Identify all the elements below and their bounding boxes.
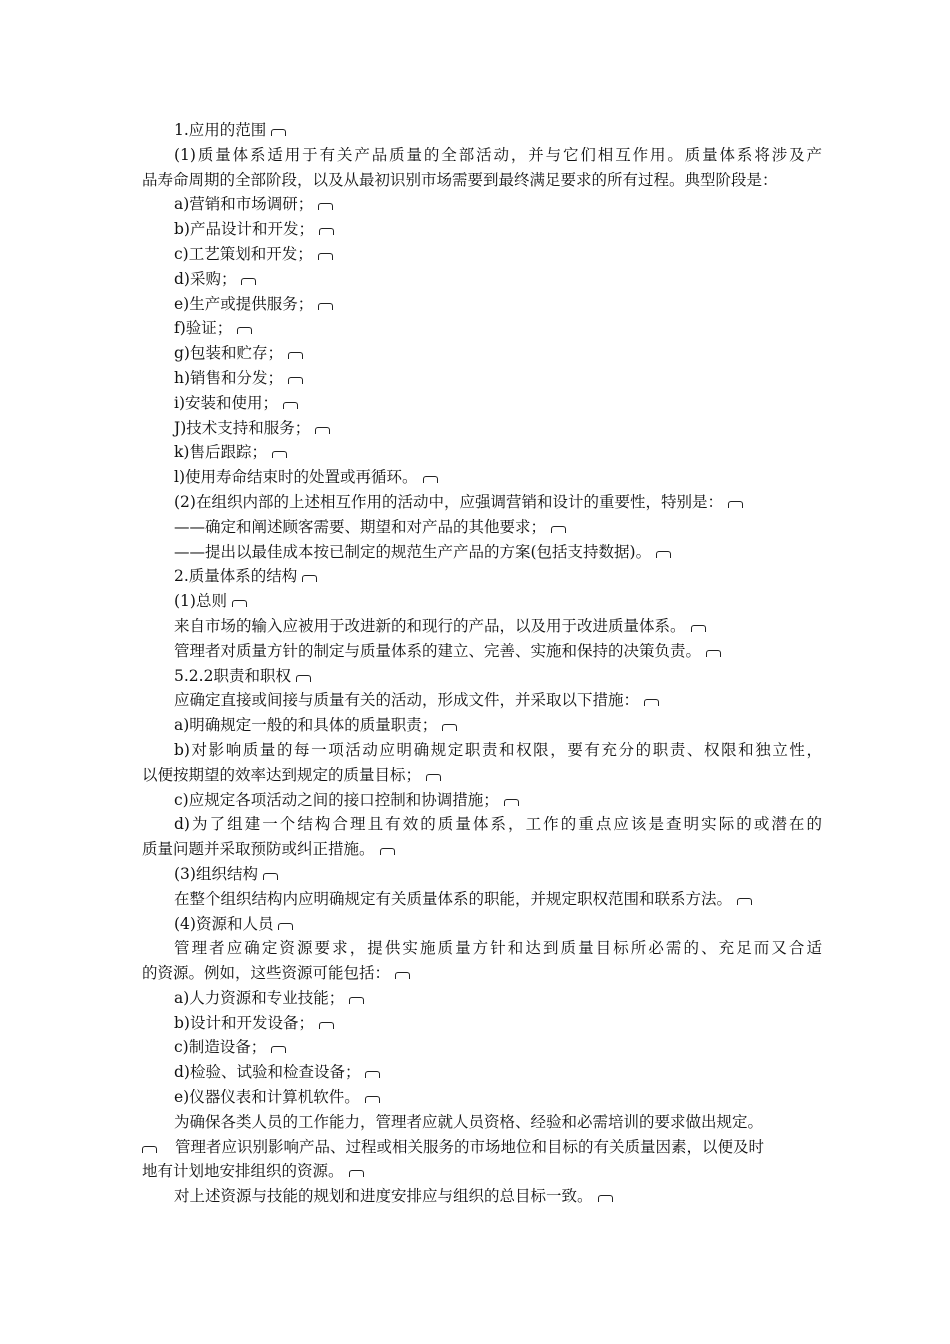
line-text: b)对影响质量的每一项活动应明确规定职责和权限，要有充分的职责、权限和独立性， [174,740,822,759]
line-text: 5.2.2职责和职权 [174,666,291,685]
line-text: 对上述资源与技能的规划和进度安排应与组织的总目标一致。 [174,1187,593,1206]
paragraph-mark-icon [271,129,286,136]
line-text: (1)质量体系适用于有关产品质量的全部活动，并与它们相互作用。质量体系将涉及产 [174,145,822,164]
line-text: 以便按期望的效率达到规定的质量目标； [142,765,422,784]
line-text: a)营销和市场调研； [174,195,314,214]
paragraph-mark-icon [296,675,311,682]
paragraph-mark-icon [315,427,330,434]
paragraph-mark-icon [237,327,252,334]
text-line [142,986,822,1011]
line-text: 地有计划地安排组织的资源。 [142,1162,344,1181]
line-text: k)售后跟踪； [174,443,267,462]
text-line [142,887,822,912]
line-text: d)检验、试验和检查设备； [174,1063,361,1082]
paragraph-mark-icon [278,923,293,930]
paragraph-mark-icon [319,1022,334,1029]
paragraph-mark-icon [349,1170,364,1177]
line-text: (4)资源和人员 [174,914,274,933]
text-line [142,589,822,614]
paragraph-mark-icon [241,278,256,285]
text-line [142,440,822,465]
line-text: 应确定直接或间接与质量有关的活动，形成文件，并采取以下措施： [174,691,640,710]
text-line [142,688,822,713]
line-text: ——确定和阐述顾客需要、期望和对产品的其他要求； [174,517,547,536]
text-line [142,862,822,887]
text-line [142,763,822,788]
text-line [142,316,822,341]
line-text: f)验证； [174,319,233,338]
line-text: g)包装和贮存； [174,344,283,363]
text-line [142,217,822,242]
paragraph-mark-icon [423,476,438,483]
paragraph-mark-icon [551,526,566,533]
line-text: i)安装和使用； [174,393,279,412]
line-text: 为确保各类人员的工作能力，管理者应就人员资格、经验和必需培训的要求做出规定。 [174,1112,764,1131]
text-line [142,564,822,589]
text-line [142,168,822,193]
line-text: c)工艺策划和开发； [174,244,313,263]
line-text: (1)总则 [174,592,227,611]
text-line [142,515,822,540]
line-text: J)技术支持和服务； [174,418,311,437]
line-text: 品寿命周期的全部阶段，以及从最初识别市场需要到最终满足要求的所有过程。典型阶段是： [142,170,778,189]
paragraph-mark-icon [426,774,441,781]
line-text: 的资源。例如，这些资源可能包括： [142,964,391,983]
text-line [142,391,822,416]
line-text: c)应规定各项活动之间的接口控制和协调措施； [174,790,499,809]
line-text: h)销售和分发； [174,368,284,387]
text-line [142,540,822,565]
line-text: ——提出以最佳成本按已制定的规范生产产品的方案(包括支持数据)。 [174,542,652,561]
text-line [142,118,822,143]
line-text: (2)在组织内部的上述相互作用的活动中，应强调营销和设计的重要性，特别是： [174,492,723,511]
text-line [142,292,822,317]
text-line [142,465,822,490]
text-line [142,812,822,837]
line-text: 在整个组织结构内应明确规定有关质量体系的职能，并规定职权范围和联系方法。 [174,889,733,908]
text-line [142,961,822,986]
text-line [142,713,822,738]
text-line [142,639,822,664]
paragraph-mark-icon [504,799,519,806]
paragraph-mark-icon [442,724,457,731]
paragraph-mark-icon [656,551,671,558]
paragraph-mark-icon [365,1071,380,1078]
text-line [142,1135,822,1160]
text-line [142,1110,822,1135]
paragraph-mark-icon [737,898,752,905]
text-line [142,1159,822,1184]
line-text: d)采购； [174,269,237,288]
text-line [142,614,822,639]
paragraph-mark-icon [365,1096,380,1103]
line-text: 管理者对质量方针的制定与质量体系的建立、完善、实施和保持的决策负责。 [174,641,702,660]
line-text: c)制造设备； [174,1038,267,1057]
line-text: 管理者应识别影响产品、过程或相关服务的市场地位和目标的有关质量因素，以便及时 [175,1137,765,1156]
text-line [142,664,822,689]
line-text: (3)组织结构 [174,864,258,883]
paragraph-mark-icon [263,873,278,880]
paragraph-mark-icon [644,699,659,706]
text-line [142,192,822,217]
paragraph-mark-icon [271,1046,286,1053]
paragraph-mark-icon [283,402,298,409]
paragraph-mark-icon [395,972,410,979]
line-text: e)生产或提供服务； [174,294,314,313]
text-line [142,1035,822,1060]
line-text: d)为了组建一个结构合理且有效的质量体系，工作的重点应该是查明实际的或潜在的 [174,815,822,834]
text-line [142,267,822,292]
paragraph-mark-icon [272,451,287,458]
document-body [142,118,822,1209]
text-line [142,936,822,961]
paragraph-mark-icon [318,303,333,310]
paragraph-mark-icon [288,377,303,384]
paragraph-mark-icon [318,203,333,210]
line-text: a)明确规定一般的和具体的质量职责； [174,716,438,735]
text-line [142,788,822,813]
line-text: 2.质量体系的结构 [174,567,298,586]
paragraph-mark-icon [349,997,364,1004]
paragraph-mark-icon [302,575,317,582]
paragraph-mark-icon [142,1146,157,1153]
line-text: a)人力资源和专业技能； [174,988,345,1007]
paragraph-mark-icon [598,1195,613,1202]
text-line [142,837,822,862]
line-text: 管理者应确定资源要求，提供实施质量方针和达到质量目标所必需的、充足而又合适 [174,939,822,958]
text-line [142,242,822,267]
text-line [142,416,822,441]
text-line [142,1184,822,1209]
text-line [142,738,822,763]
text-line [142,490,822,515]
line-text: e)仪器仪表和计算机软件。 [174,1088,360,1107]
text-line [142,1060,822,1085]
paragraph-mark-icon [691,625,706,632]
line-text: b)设计和开发设备； [174,1013,314,1032]
paragraph-mark-icon [319,228,334,235]
paragraph-mark-icon [232,600,247,607]
text-line [142,912,822,937]
text-line [142,1085,822,1110]
paragraph-mark-icon [728,501,743,508]
text-line [142,341,822,366]
line-text: 质量问题并采取预防或纠正措施。 [142,840,375,859]
text-line [142,143,822,168]
line-text: 1.应用的范围 [174,121,267,139]
paragraph-mark-icon [288,352,303,359]
line-text: 来自市场的输入应被用于改进新的和现行的产品，以及用于改进质量体系。 [174,616,686,635]
text-line [142,366,822,391]
paragraph-mark-icon [318,253,333,260]
paragraph-mark-icon [380,848,395,855]
line-text: l)使用寿命结束时的处置或再循环。 [174,468,418,487]
line-text: b)产品设计和开发； [174,220,314,239]
text-line [142,1011,822,1036]
paragraph-mark-icon [706,650,721,657]
